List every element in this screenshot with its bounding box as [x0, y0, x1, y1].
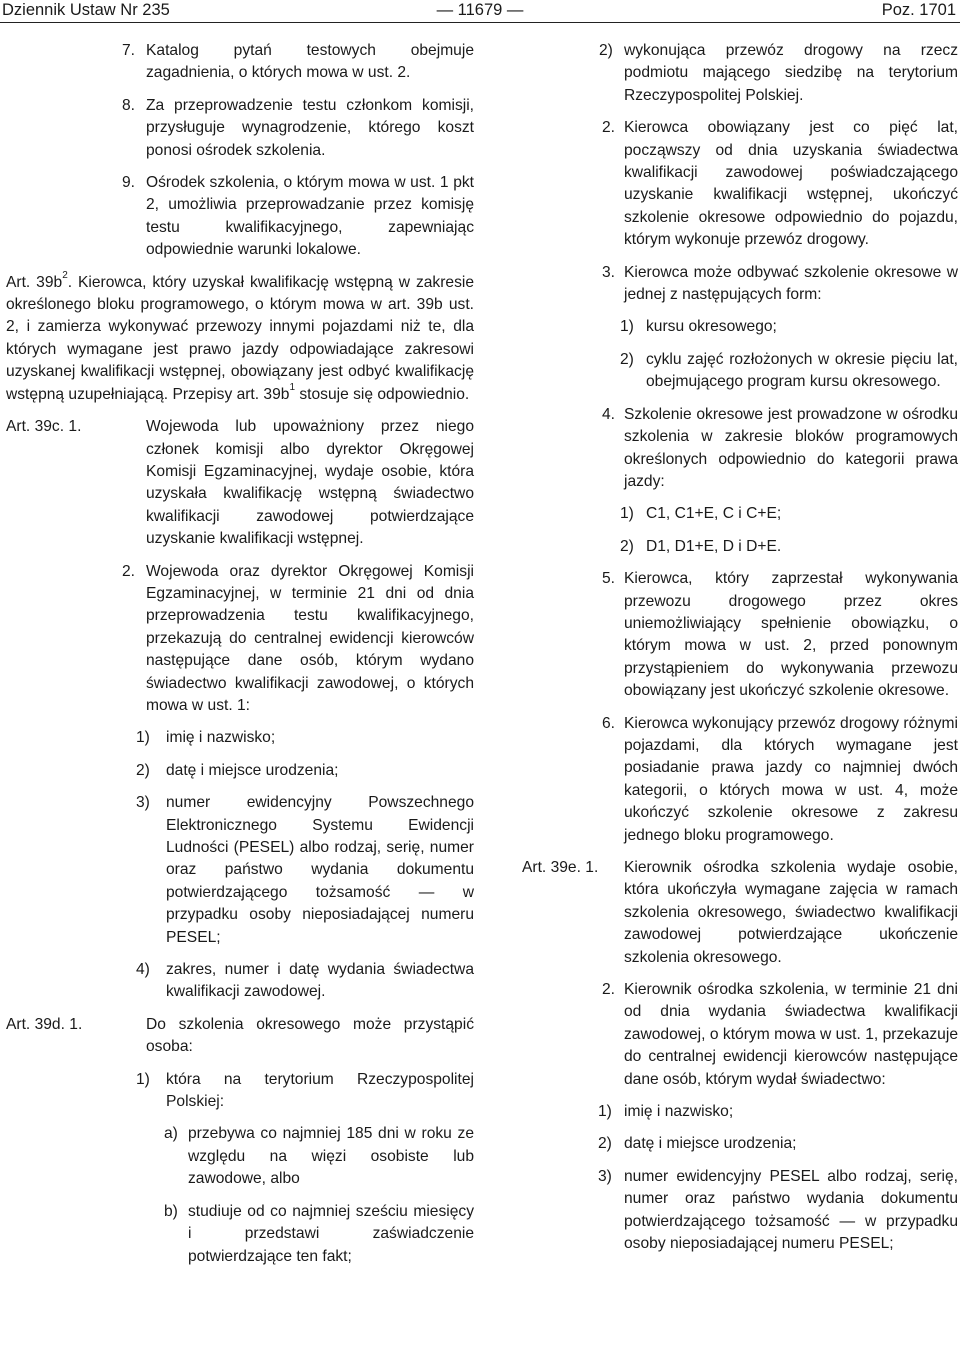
- point-2: [6, 760, 474, 782]
- point-3: [522, 1166, 958, 1256]
- point-text: datę i miejsce urodzenia;: [624, 1135, 797, 1153]
- paragraph-text: Kierownik ośrodka szkolenia wydaje osobie, która ukończyła wymagane zajęcia w ramach szkolenia okresowego, świadectwo kwalifikacji zawodowej potwierdzające ukończenie szkolenia okresowego.: [624, 859, 958, 966]
- position-number: Poz. 1701: [881, 1, 956, 19]
- point-number: 3): [136, 794, 150, 812]
- point-text: wykonująca przewóz drogowy na rzecz podmiotu mającego siedzibę na terytorium Rzeczypospolitej Polskiej.: [624, 42, 958, 104]
- point-text: numer ewidencyjny PESEL albo rodzaj, serię, numer oraz państwo wydania dokumentu potwierdzającego tożsamość — w przypadku osoby nieposiadającej numeru PESEL;: [624, 1167, 958, 1253]
- item-number: 7.: [122, 42, 136, 59]
- item-text: Za przeprowadzenie testu członkom komisji, przysługuje wynagrodzenie, którego koszt ponosi ośrodek szkolenia.: [146, 96, 474, 159]
- paragraph-number: 6.: [602, 714, 616, 732]
- point-number: 2): [598, 1135, 612, 1153]
- article-39e-para-2: [522, 979, 958, 1091]
- point-1: [6, 727, 474, 749]
- paragraph-text: Kierownik ośrodka szkolenia, w terminie 21 dni od dnia wydania świadectwa kwalifikacji zawodowej, o którym mowa w ust. 1, przekazuje do centralnej ewidencji kierowców następujące dane osób, którym wydał świadectwo:: [624, 981, 958, 1088]
- point-2: [522, 349, 958, 394]
- header-rule: [0, 22, 960, 23]
- letter-a: [6, 1123, 474, 1190]
- point-number: 2): [620, 350, 634, 368]
- point-4: [6, 959, 474, 1004]
- article-39d-para-1: [6, 1014, 474, 1059]
- article-39c-para-2: [6, 561, 474, 718]
- point-number: 4): [136, 961, 150, 979]
- article-39c-para-1: [6, 416, 474, 550]
- point-2: [522, 1133, 958, 1155]
- point-text: numer ewidencyjny Powszechnego Elektronicznego Systemu Ewidencji Ludności (PESEL) albo rodzaj, serię, numer oraz państwo wydania dokumentu potwierdzającego tożsamość — w przypadku osoby nieposiadającej numeru PESEL;: [166, 794, 474, 946]
- article-text: . Kierowca, który uzyskał kwalifikację wstępną w zakresie określonego bloku programowego, o którym mowa w art. 39b ust. 2, i zamierza wykonywać przewozy innymi pojazdami niż te, dla których wymagane jest prawo jazdy odpowiadające zakresowi uzyskanej kwalifikacji wstępnej, obowiązany jest odbyć kwalifikację wstępną uzupełniającą. Przepisy art. 39b: [6, 273, 475, 403]
- paragraph-text: Kierowca może odbywać szkolenie okresowe w jednej z następujących form:: [624, 263, 958, 304]
- paragraph-number: 2.: [602, 981, 616, 999]
- item-text: Ośrodek szkolenia, o którym mowa w ust. 1 pkt 2, umożliwia przeprowadzanie przez komisję testu kwalifikacyjnego, zapewniając odpowiednie warunki lokalowe.: [146, 174, 474, 259]
- paragraph-text: Kierowca, który zaprzestał wykonywania przewozu drogowego przez okres uniemożliwiający spełnienie obowiązku, o którym mowa w ust. 2, przed ponownym przystąpieniem do wykonywania przewozu obowiązany jest ukończyć szkolenie okresowe.: [624, 570, 958, 700]
- point-number: 2): [599, 42, 613, 59]
- article-39b2: [6, 269, 475, 406]
- point-1: [522, 316, 958, 338]
- letter-b: [6, 1201, 474, 1268]
- paragraph-number: 5.: [602, 570, 616, 588]
- paragraph-number: 2.: [602, 119, 616, 137]
- item-7: [6, 40, 474, 85]
- point-2: [522, 40, 958, 107]
- point-number: 2): [136, 761, 150, 779]
- point-text: D1, D1+E, D i D+E.: [646, 537, 782, 555]
- paragraph-text: Wojewoda oraz dyrektor Okręgowej Komisji Egzaminacyjnej, w terminie 21 dni od dnia przeprowadzenia testu kwalifikacyjnego, przekazują do centralnej ewidencji kierowców następujące dane osób, którym wydano świadectwo kwalifikacji zawodowej, o których mowa w ust. 1:: [146, 562, 474, 714]
- article-label: Art. 39c. 1.: [6, 418, 82, 436]
- point-text: imię i nazwisko;: [166, 729, 276, 747]
- item-text: Katalog pytań testowych obejmuje zagadnienia, o których mowa w ust. 2.: [146, 42, 474, 82]
- paragraph-number: 4.: [602, 405, 616, 423]
- paragraph-2: [522, 117, 958, 251]
- left-column: [6, 40, 474, 1268]
- article-text-end: stosuje się odpowiednio.: [295, 385, 470, 403]
- letter-text: przebywa co najmniej 185 dni w roku ze względu na więzi osobiste lub zawodowe, albo: [188, 1125, 474, 1188]
- item-number: 9.: [122, 174, 136, 192]
- item-9: [6, 172, 474, 262]
- article-label: Art. 39e. 1.: [522, 859, 599, 876]
- point-1: [522, 503, 958, 525]
- point-text: która na terytorium Rzeczypospolitej Polskiej:: [166, 1070, 474, 1111]
- article-label: Art. 39d. 1.: [6, 1015, 83, 1033]
- point-text: imię i nazwisko;: [624, 1103, 734, 1121]
- article-39e-para-1: [522, 857, 958, 969]
- paragraph-text: Szkolenie okresowe jest prowadzone w ośrodku szkolenia w zakresie bloków programowych określonych odpowiednio do kategorii prawa jazdy:: [624, 405, 958, 490]
- letter-label: a): [164, 1125, 178, 1143]
- letter-label: b): [164, 1202, 178, 1220]
- point-number: 1): [136, 1070, 150, 1088]
- point-number: 1): [620, 505, 634, 523]
- paragraph-number: 2.: [122, 562, 136, 580]
- reference-superscript: 1: [289, 381, 296, 393]
- letter-text: studiuje od co najmniej sześciu miesięcy i przedstawi zaświadczenie potwierdzające ten fakt;: [188, 1202, 474, 1265]
- paragraph-text: Kierowca wykonujący przewóz drogowy różnymi pojazdami, dla których wymagane jest posiadanie prawa jazdy co najmniej dwóch kategorii, o których mowa w ust. 4, może ukończyć szkolenie okresowe z zakresu jednego bloku programowego.: [624, 714, 958, 844]
- paragraph-text: Wojewoda lub upoważniony przez niego członek komisji albo dyrektor Okręgowej Komisji Egzaminacyjnej, wydaje osobie, która uzyskała kwalifikację wstępną świadectwo kwalifikacji zawodowej potwierdzające uzyskanie kwalifikacji wstępnej.: [146, 418, 474, 548]
- paragraph-text: Do szkolenia okresowego może przystąpić osoba:: [146, 1015, 474, 1056]
- article-superscript: 2: [62, 269, 68, 281]
- paragraph-number: 3.: [602, 263, 616, 281]
- point-number: 1): [620, 318, 634, 336]
- point-2: [522, 536, 958, 558]
- item-number: 8.: [122, 96, 136, 114]
- item-8: [6, 95, 474, 162]
- article-label: Art. 39b: [6, 273, 63, 291]
- point-text: zakres, numer i datę wydania świadectwa kwalifikacji zawodowej.: [166, 961, 474, 1001]
- point-text: datę i miejsce urodzenia;: [166, 761, 339, 779]
- point-1: [6, 1069, 474, 1114]
- paragraph-text: Kierowca obowiązany jest co pięć lat, począwszy od dnia uzyskania świadectwa kwalifikacji zawodowej poświadczającego uzyskanie kwalifikacji wstępnej, ukończyć szkolenie okresowe odpowiednio do pojazdu, którym wykonuje przewóz drogowy.: [624, 119, 958, 249]
- point-number: 3): [598, 1167, 612, 1185]
- point-number: 2): [620, 537, 634, 555]
- paragraph-5: [522, 568, 958, 702]
- point-number: 1): [598, 1103, 612, 1121]
- point-text: kursu okresowego;: [646, 318, 777, 336]
- point-text: C1, C1+E, C i C+E;: [646, 505, 782, 523]
- page-number: — 11679 —: [436, 1, 524, 19]
- point-3: [6, 792, 474, 949]
- right-column: [522, 40, 958, 1256]
- point-text: cyklu zajęć rozłożonych w okresie pięciu lat, obejmującego program kursu okresowego.: [646, 350, 958, 391]
- page-header: [0, 0, 960, 24]
- paragraph-6: [522, 713, 958, 847]
- journal-title: Dziennik Ustaw Nr 235: [2, 1, 170, 19]
- point-number: 1): [136, 729, 150, 747]
- point-1: [522, 1101, 958, 1123]
- paragraph-4: [522, 404, 958, 494]
- paragraph-3: [522, 262, 958, 307]
